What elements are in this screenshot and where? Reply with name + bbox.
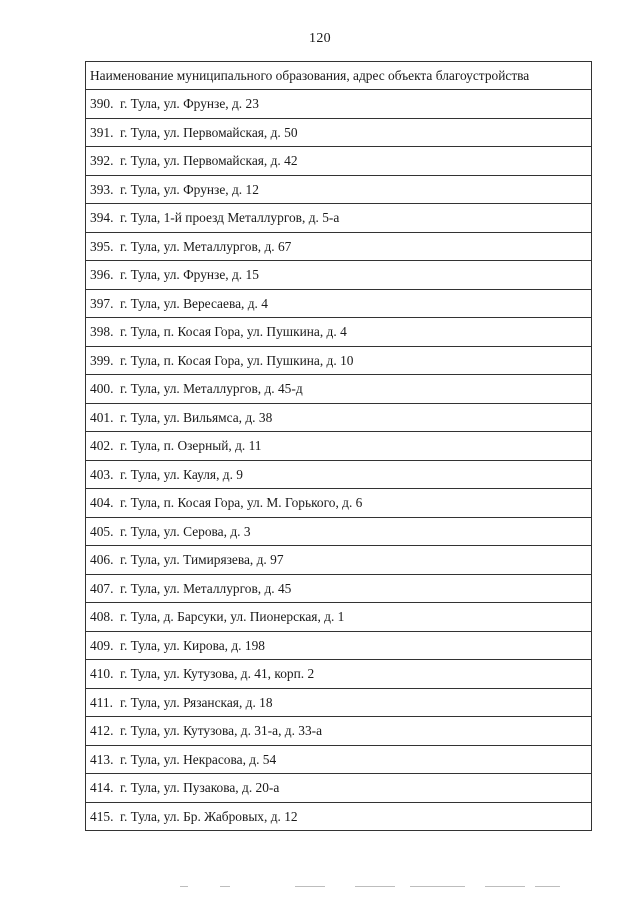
row-number: 394. [90,210,114,226]
row-address: г. Тула, ул. Кауля, д. 9 [120,466,243,482]
row-number: 396. [90,267,114,283]
row-address: г. Тула, ул. Некрасова, д. 54 [120,751,277,767]
address-cell [86,318,592,347]
table-row [86,346,592,375]
address-cell [86,204,592,233]
row-number: 402. [90,438,114,454]
address-cell [86,660,592,689]
table-row [86,774,592,803]
table-row [86,147,592,176]
table-row [86,375,592,404]
row-number: 415. [90,808,114,824]
row-address: г. Тула, ул. Фрунзе, д. 12 [120,181,259,197]
row-address: г. Тула, ул. Пузакова, д. 20-а [120,780,280,796]
address-cell [86,147,592,176]
address-cell [86,90,592,119]
address-cell [86,546,592,575]
table-row [86,745,592,774]
row-address: г. Тула, 1-й проезд Металлургов, д. 5-а [120,210,340,226]
row-number: 393. [90,181,114,197]
address-cell [86,118,592,147]
row-number: 400. [90,381,114,397]
row-number: 392. [90,153,114,169]
row-number: 414. [90,780,114,796]
address-cell [86,717,592,746]
table-row [86,546,592,575]
address-cell [86,346,592,375]
table-row [86,232,592,261]
table-row [86,489,592,518]
row-address: г. Тула, ул. Тимирязева, д. 97 [120,552,284,568]
address-cell [86,688,592,717]
table-row [86,802,592,831]
table-header-row [86,62,592,90]
address-cell [86,403,592,432]
table-row [86,631,592,660]
row-address: г. Тула, ул. Металлургов, д. 45-д [120,381,303,397]
address-cell [86,745,592,774]
row-address: г. Тула, п. Озерный, д. 11 [120,438,262,454]
row-number: 406. [90,552,114,568]
row-number: 403. [90,466,114,482]
address-cell [86,631,592,660]
row-number: 390. [90,96,114,112]
row-number: 398. [90,324,114,340]
address-cell [86,232,592,261]
address-cell [86,289,592,318]
row-address: г. Тула, п. Косая Гора, ул. М. Горького, д. 6 [120,495,363,511]
scan-artifact-marks [180,886,560,890]
row-number: 407. [90,580,114,596]
table-row [86,517,592,546]
row-address: г. Тула, ул. Первомайская, д. 42 [120,153,298,169]
row-address: г. Тула, п. Косая Гора, ул. Пушкина, д. 4 [120,324,347,340]
table-row [86,403,592,432]
row-address: г. Тула, ул. Кутузова, д. 41, корп. 2 [120,666,315,682]
row-number: 404. [90,495,114,511]
row-number: 409. [90,637,114,653]
row-number: 411. [90,694,113,710]
row-address: г. Тула, ул. Кутузова, д. 31-а, д. 33-а [120,723,323,739]
row-number: 401. [90,409,114,425]
address-cell [86,603,592,632]
address-cell [86,517,592,546]
page-number: 120 [309,31,331,46]
row-number: 410. [90,666,114,682]
table-row [86,318,592,347]
row-number: 397. [90,295,114,311]
row-address: г. Тула, ул. Металлургов, д. 67 [120,238,292,254]
table-header-cell: Наименование муниципального образования, адрес объекта благоустройства [86,62,592,90]
row-address: г. Тула, ул. Металлургов, д. 45 [120,580,292,596]
table-row [86,175,592,204]
address-cell [86,175,592,204]
row-number: 395. [90,238,114,254]
row-address: г. Тула, ул. Первомайская, д. 50 [120,124,298,140]
address-cell [86,261,592,290]
table-row [86,717,592,746]
row-number: 412. [90,723,114,739]
table-row [86,603,592,632]
table-row [86,574,592,603]
table-row [86,289,592,318]
row-address: г. Тула, ул. Вильямса, д. 38 [120,409,273,425]
address-cell [86,432,592,461]
address-table [85,61,592,831]
row-number: 399. [90,352,114,368]
address-cell [86,574,592,603]
table-row [86,432,592,461]
row-number: 391. [90,124,114,140]
row-number: 405. [90,523,114,539]
table-row [86,204,592,233]
row-address: г. Тула, ул. Вересаева, д. 4 [120,295,268,311]
address-cell [86,375,592,404]
row-address: г. Тула, ул. Фрунзе, д. 15 [120,267,259,283]
address-cell [86,460,592,489]
row-address: г. Тула, ул. Бр. Жабровых, д. 12 [120,808,298,824]
table-row [86,460,592,489]
row-address: г. Тула, ул. Серова, д. 3 [120,523,251,539]
row-number: 413. [90,751,114,767]
row-address: г. Тула, ул. Фрунзе, д. 23 [120,96,259,112]
table-row [86,688,592,717]
row-address: г. Тула, п. Косая Гора, ул. Пушкина, д. 10 [120,352,354,368]
table-row [86,90,592,119]
row-address: г. Тула, д. Барсуки, ул. Пионерская, д. 1 [120,609,345,625]
table-row [86,660,592,689]
row-address: г. Тула, ул. Кирова, д. 198 [120,637,265,653]
address-cell [86,489,592,518]
row-address: г. Тула, ул. Рязанская, д. 18 [120,694,273,710]
row-number: 408. [90,609,114,625]
address-cell [86,802,592,831]
address-table-body [86,62,592,831]
table-row [86,261,592,290]
address-cell [86,774,592,803]
table-row [86,118,592,147]
